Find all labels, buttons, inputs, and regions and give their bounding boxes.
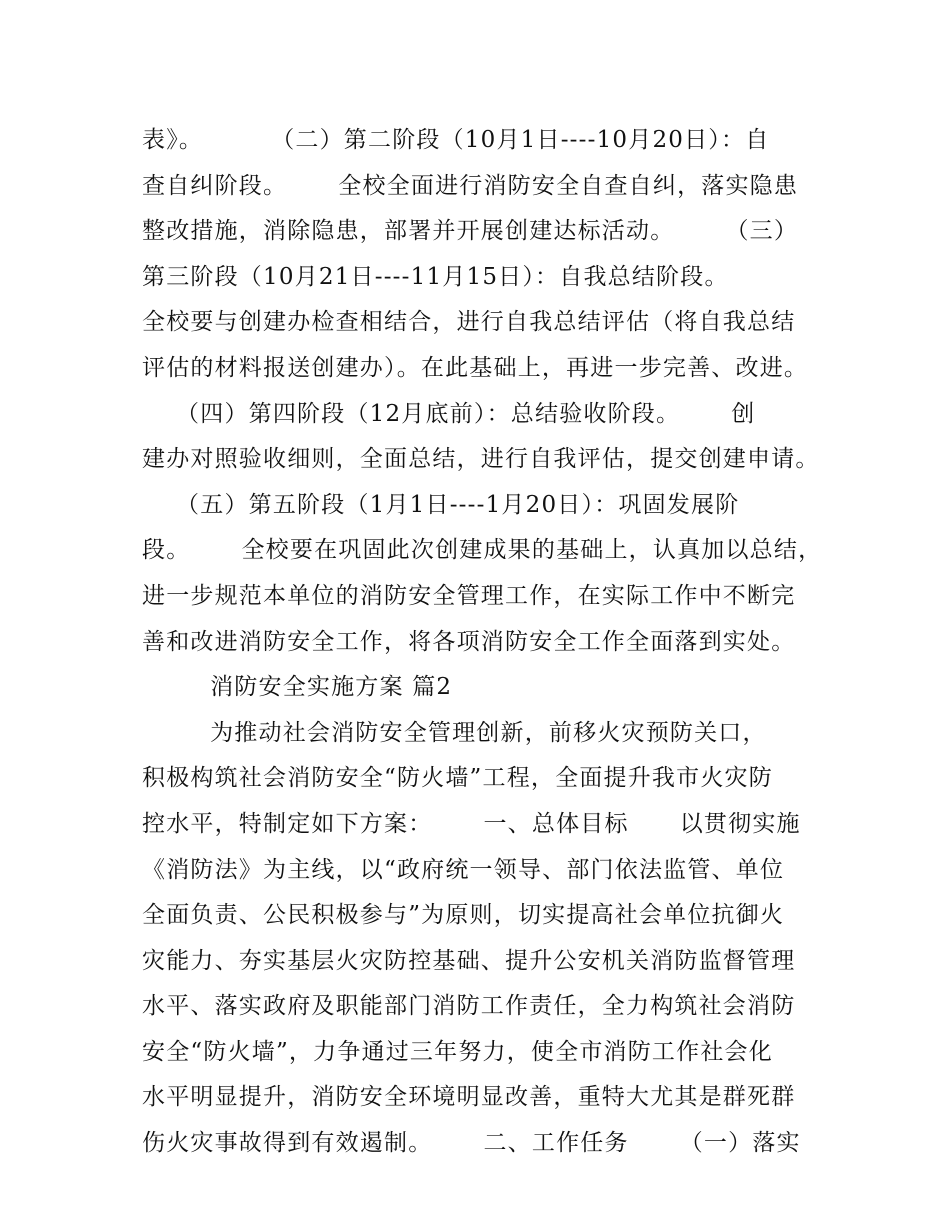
text-line-11: 进一步规范本单位的消防安全管理工作，在实际工作中不断完 — [142, 582, 796, 609]
section-heading-part-2: 消防安全实施方案 篇2 — [142, 674, 453, 701]
text-line-6: 评估的材料报送创建办）。在此基础上，再进一步完善、改进。 — [142, 354, 809, 381]
text-line-21: 安全“防火墙”，力争通过三年努力，使全市消防工作社会化 — [142, 1038, 773, 1065]
text-line-20: 水平、落实政府及职能部门消防工作责任，全力构筑社会消防 — [142, 993, 796, 1020]
text-line-7: （四）第四阶段（12月底前）：总结验收阶段。 创 — [142, 400, 756, 427]
text-line-5: 全校要与创建办检查相结合，进行自我总结评估（将自我总结 — [142, 309, 796, 336]
text-line-19: 灾能力、夯实基层火灾防控基础、提升公安机关消防监督管理 — [142, 947, 796, 974]
text-line-15: 积极构筑社会消防安全“防火墙”工程，全面提升我市火灾防 — [142, 765, 773, 792]
text-line-8: 建办对照验收细则，全面总结，进行自我评估，提交创建申请。 — [142, 446, 820, 473]
text-line-23: 伤火灾事故得到有效遏制。 二、工作任务 （一）落实 — [142, 1130, 801, 1157]
document-body — [142, 118, 832, 1167]
text-line-9: （五）第五阶段（1月1日----1月20日）：巩固发展阶 — [142, 491, 740, 518]
text-line-16: 控水平，特制定如下方案： 一、总体目标 以贯彻实施 — [142, 810, 801, 837]
text-line-18: 全面负责、公民积极参与”为原则，切实提高社会单位抗御火 — [142, 902, 785, 929]
text-line-22: 水平明显提升，消防安全环境明显改善，重特大尤其是群死群 — [142, 1084, 796, 1111]
text-line-2: 查自纠阶段。 全校全面进行消防安全自查自纠，落实隐患 — [142, 172, 799, 199]
text-line-12: 善和改进消防安全工作，将各项消防安全工作全面落到实处。 — [142, 628, 796, 655]
text-line-14: 为推动社会消防安全管理创新，前移火灾预防关口， — [142, 719, 767, 746]
text-line-10: 段。 全校要在巩固此次创建成果的基础上，认真加以总结， — [142, 537, 823, 564]
text-line-17: 《消防法》为主线，以“政府统一领导、部门依法监管、单位 — [142, 856, 785, 883]
text-line-1: 表》。 （二）第二阶段（10月1日----10月20日）：自 — [142, 127, 770, 153]
text-line-3: 整改措施，消除隐患，部署并开展创建达标活动。 （三） — [142, 218, 799, 245]
text-line-4: 第三阶段（10月21日----11月15日）：自我总结阶段。 — [142, 263, 729, 290]
